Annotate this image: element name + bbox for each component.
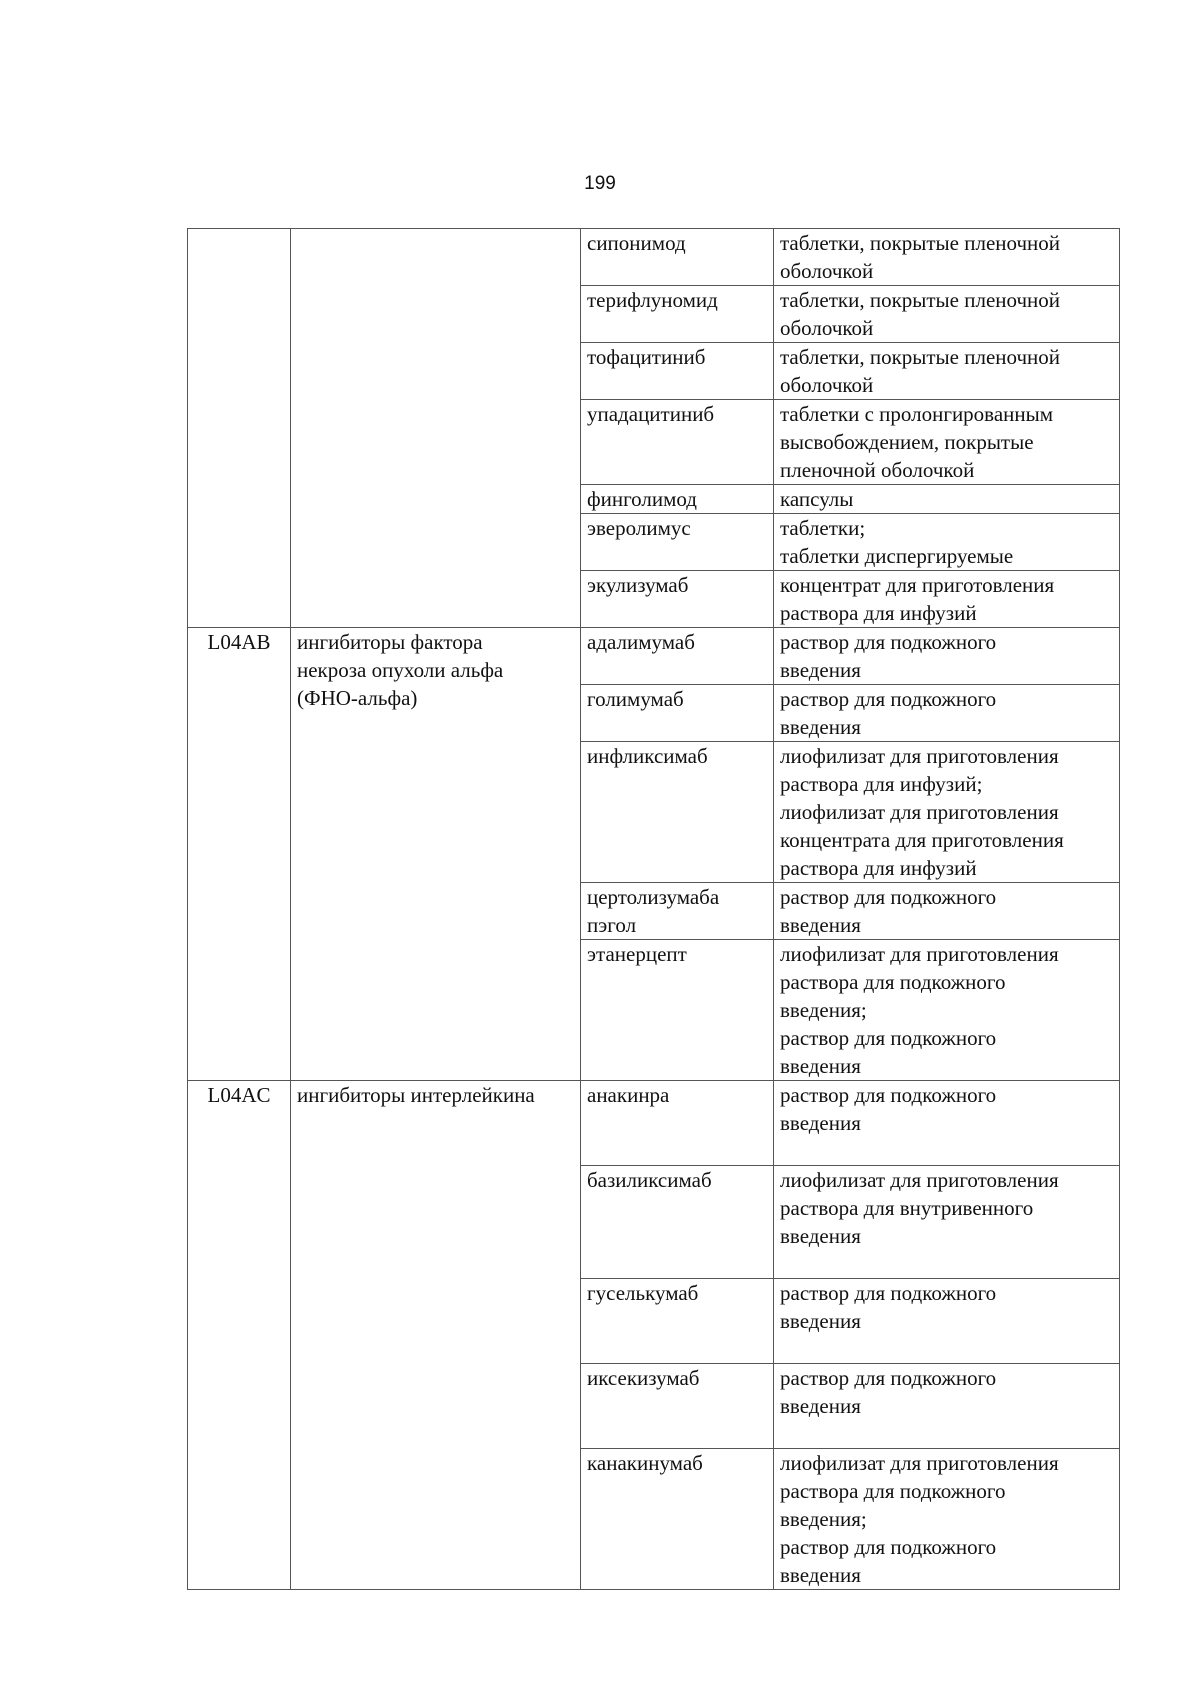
drug-name: упадацитиниб (587, 402, 715, 426)
dosage-form: таблетки, покрытые пленочной (780, 345, 1061, 369)
dosage-form: раствор для подкожного (780, 1366, 997, 1390)
dosage-form-cell (774, 1081, 1120, 1166)
drug-name-cell (581, 628, 774, 685)
dosage-form: оболочкой (780, 259, 874, 283)
atc-group-name: некроза опухоли альфа (297, 658, 504, 682)
dosage-form-cell (774, 229, 1120, 286)
dosage-form: введения (780, 1111, 861, 1135)
dosage-form: введения (780, 658, 861, 682)
dosage-form: капсулы (780, 487, 854, 511)
dosage-form: оболочкой (780, 373, 874, 397)
dosage-form: таблетки с пролонгированным (780, 402, 1054, 426)
drug-name: пэгол (587, 913, 637, 937)
table-row (188, 229, 1120, 286)
dosage-form-cell (774, 400, 1120, 485)
dosage-form: введения (780, 1224, 861, 1248)
dosage-form: раствора для инфузий; (780, 772, 983, 796)
drug-name-cell (581, 229, 774, 286)
dosage-form: лиофилизат для приготовления (780, 744, 1059, 768)
blank-line (780, 1335, 1113, 1363)
dosage-form: оболочкой (780, 316, 874, 340)
atc-code: L04AC (207, 1083, 271, 1107)
drug-name: цертолизумаба (587, 885, 720, 909)
dosage-form-cell (774, 742, 1120, 883)
atc-code-cell (188, 1081, 291, 1590)
drug-name: эверолимус (587, 516, 691, 540)
atc-group-name-cell (291, 628, 581, 1081)
blank-line (780, 1420, 1113, 1448)
atc-group-name-cell (291, 1081, 581, 1590)
dosage-form: введения (780, 1054, 861, 1078)
drug-name-cell (581, 1081, 774, 1166)
drug-name: финголимод (587, 487, 697, 511)
atc-code-cell (188, 628, 291, 1081)
drug-name: базиликсимаб (587, 1168, 712, 1192)
drug-name: экулизумаб (587, 573, 689, 597)
dosage-form: концентрата для приготовления (780, 828, 1064, 852)
drug-name-cell (581, 1166, 774, 1279)
dosage-form: раствор для подкожного (780, 1026, 997, 1050)
dosage-form-cell (774, 571, 1120, 628)
drug-name-cell (581, 514, 774, 571)
drug-name: этанерцепт (587, 942, 687, 966)
table-row (188, 628, 1120, 685)
dosage-form: лиофилизат для приготовления (780, 1451, 1059, 1475)
drug-name-cell (581, 1449, 774, 1590)
dosage-form: лиофилизат для приготовления (780, 1168, 1059, 1192)
dosage-form: раствор для подкожного (780, 1535, 997, 1559)
dosage-form: пленочной оболочкой (780, 458, 975, 482)
dosage-form: введения (780, 1394, 861, 1418)
dosage-form: таблетки, покрытые пленочной (780, 231, 1061, 255)
drug-name: сипонимод (587, 231, 686, 255)
drug-name: тофацитиниб (587, 345, 706, 369)
dosage-form-cell (774, 883, 1120, 940)
drug-name-cell (581, 685, 774, 742)
drug-name: инфликсимаб (587, 744, 708, 768)
atc-group-name: ингибиторы интерлейкина (297, 1083, 535, 1107)
dosage-form: лиофилизат для приготовления (780, 800, 1059, 824)
drug-name: анакинра (587, 1083, 670, 1107)
dosage-form-cell (774, 1364, 1120, 1449)
drug-name: терифлуномид (587, 288, 718, 312)
dosage-form: раствор для подкожного (780, 687, 997, 711)
dosage-form: раствор для подкожного (780, 1281, 997, 1305)
dosage-form: раствор для подкожного (780, 1083, 997, 1107)
drug-name-cell (581, 1279, 774, 1364)
drug-name: гуселькумаб (587, 1281, 699, 1305)
dosage-form-cell (774, 685, 1120, 742)
atc-code: L04AB (207, 630, 271, 654)
blank-line (780, 1250, 1113, 1278)
dosage-form-cell (774, 1166, 1120, 1279)
dosage-form: введения (780, 715, 861, 739)
drug-name-cell (581, 1364, 774, 1449)
dosage-form: введения (780, 1563, 861, 1587)
dosage-form: высвобождением, покрытые (780, 430, 1034, 454)
table-row (188, 1081, 1120, 1166)
drug-name-cell (581, 400, 774, 485)
drug-name-cell (581, 571, 774, 628)
dosage-form: раствор для подкожного (780, 885, 997, 909)
dosage-form-cell (774, 1279, 1120, 1364)
table-body (188, 229, 1120, 1590)
dosage-form-cell (774, 514, 1120, 571)
dosage-form-cell (774, 286, 1120, 343)
atc-group-name: (ФНО-альфа) (297, 686, 418, 710)
drug-name-cell (581, 883, 774, 940)
dosage-form-cell (774, 343, 1120, 400)
blank-line (780, 1137, 1113, 1165)
atc-group-name: ингибиторы фактора (297, 630, 483, 654)
dosage-form-cell (774, 485, 1120, 514)
dosage-form: введения (780, 913, 861, 937)
dosage-form: введения; (780, 1507, 867, 1531)
dosage-form: концентрат для приготовления (780, 573, 1055, 597)
dosage-form: таблетки диспергируемые (780, 544, 1014, 568)
atc-code-cell (188, 229, 291, 628)
dosage-form-cell (774, 628, 1120, 685)
drug-name-cell (581, 485, 774, 514)
drug-name: канакинумаб (587, 1451, 703, 1475)
dosage-form: таблетки, покрытые пленочной (780, 288, 1061, 312)
drug-name: иксекизумаб (587, 1366, 700, 1390)
drug-name-cell (581, 940, 774, 1081)
dosage-form: раствора для инфузий (780, 856, 977, 880)
page-number: 199 (584, 173, 616, 194)
dosage-form: введения (780, 1309, 861, 1333)
dosage-form: раствора для подкожного (780, 1479, 1006, 1503)
dosage-form: раствор для подкожного (780, 630, 997, 654)
dosage-form: раствора для внутривенного (780, 1196, 1034, 1220)
drug-name: голимумаб (587, 687, 684, 711)
dosage-form: лиофилизат для приготовления (780, 942, 1059, 966)
dosage-form: раствора для подкожного (780, 970, 1006, 994)
drug-table (187, 228, 1120, 1590)
drug-name-cell (581, 343, 774, 400)
drug-name: адалимумаб (587, 630, 695, 654)
drug-name-cell (581, 742, 774, 883)
dosage-form-cell (774, 1449, 1120, 1590)
drug-name-cell (581, 286, 774, 343)
dosage-form-cell (774, 940, 1120, 1081)
atc-group-name-cell (291, 229, 581, 628)
dosage-form: введения; (780, 998, 867, 1022)
dosage-form: таблетки; (780, 516, 866, 540)
dosage-form: раствора для инфузий (780, 601, 977, 625)
